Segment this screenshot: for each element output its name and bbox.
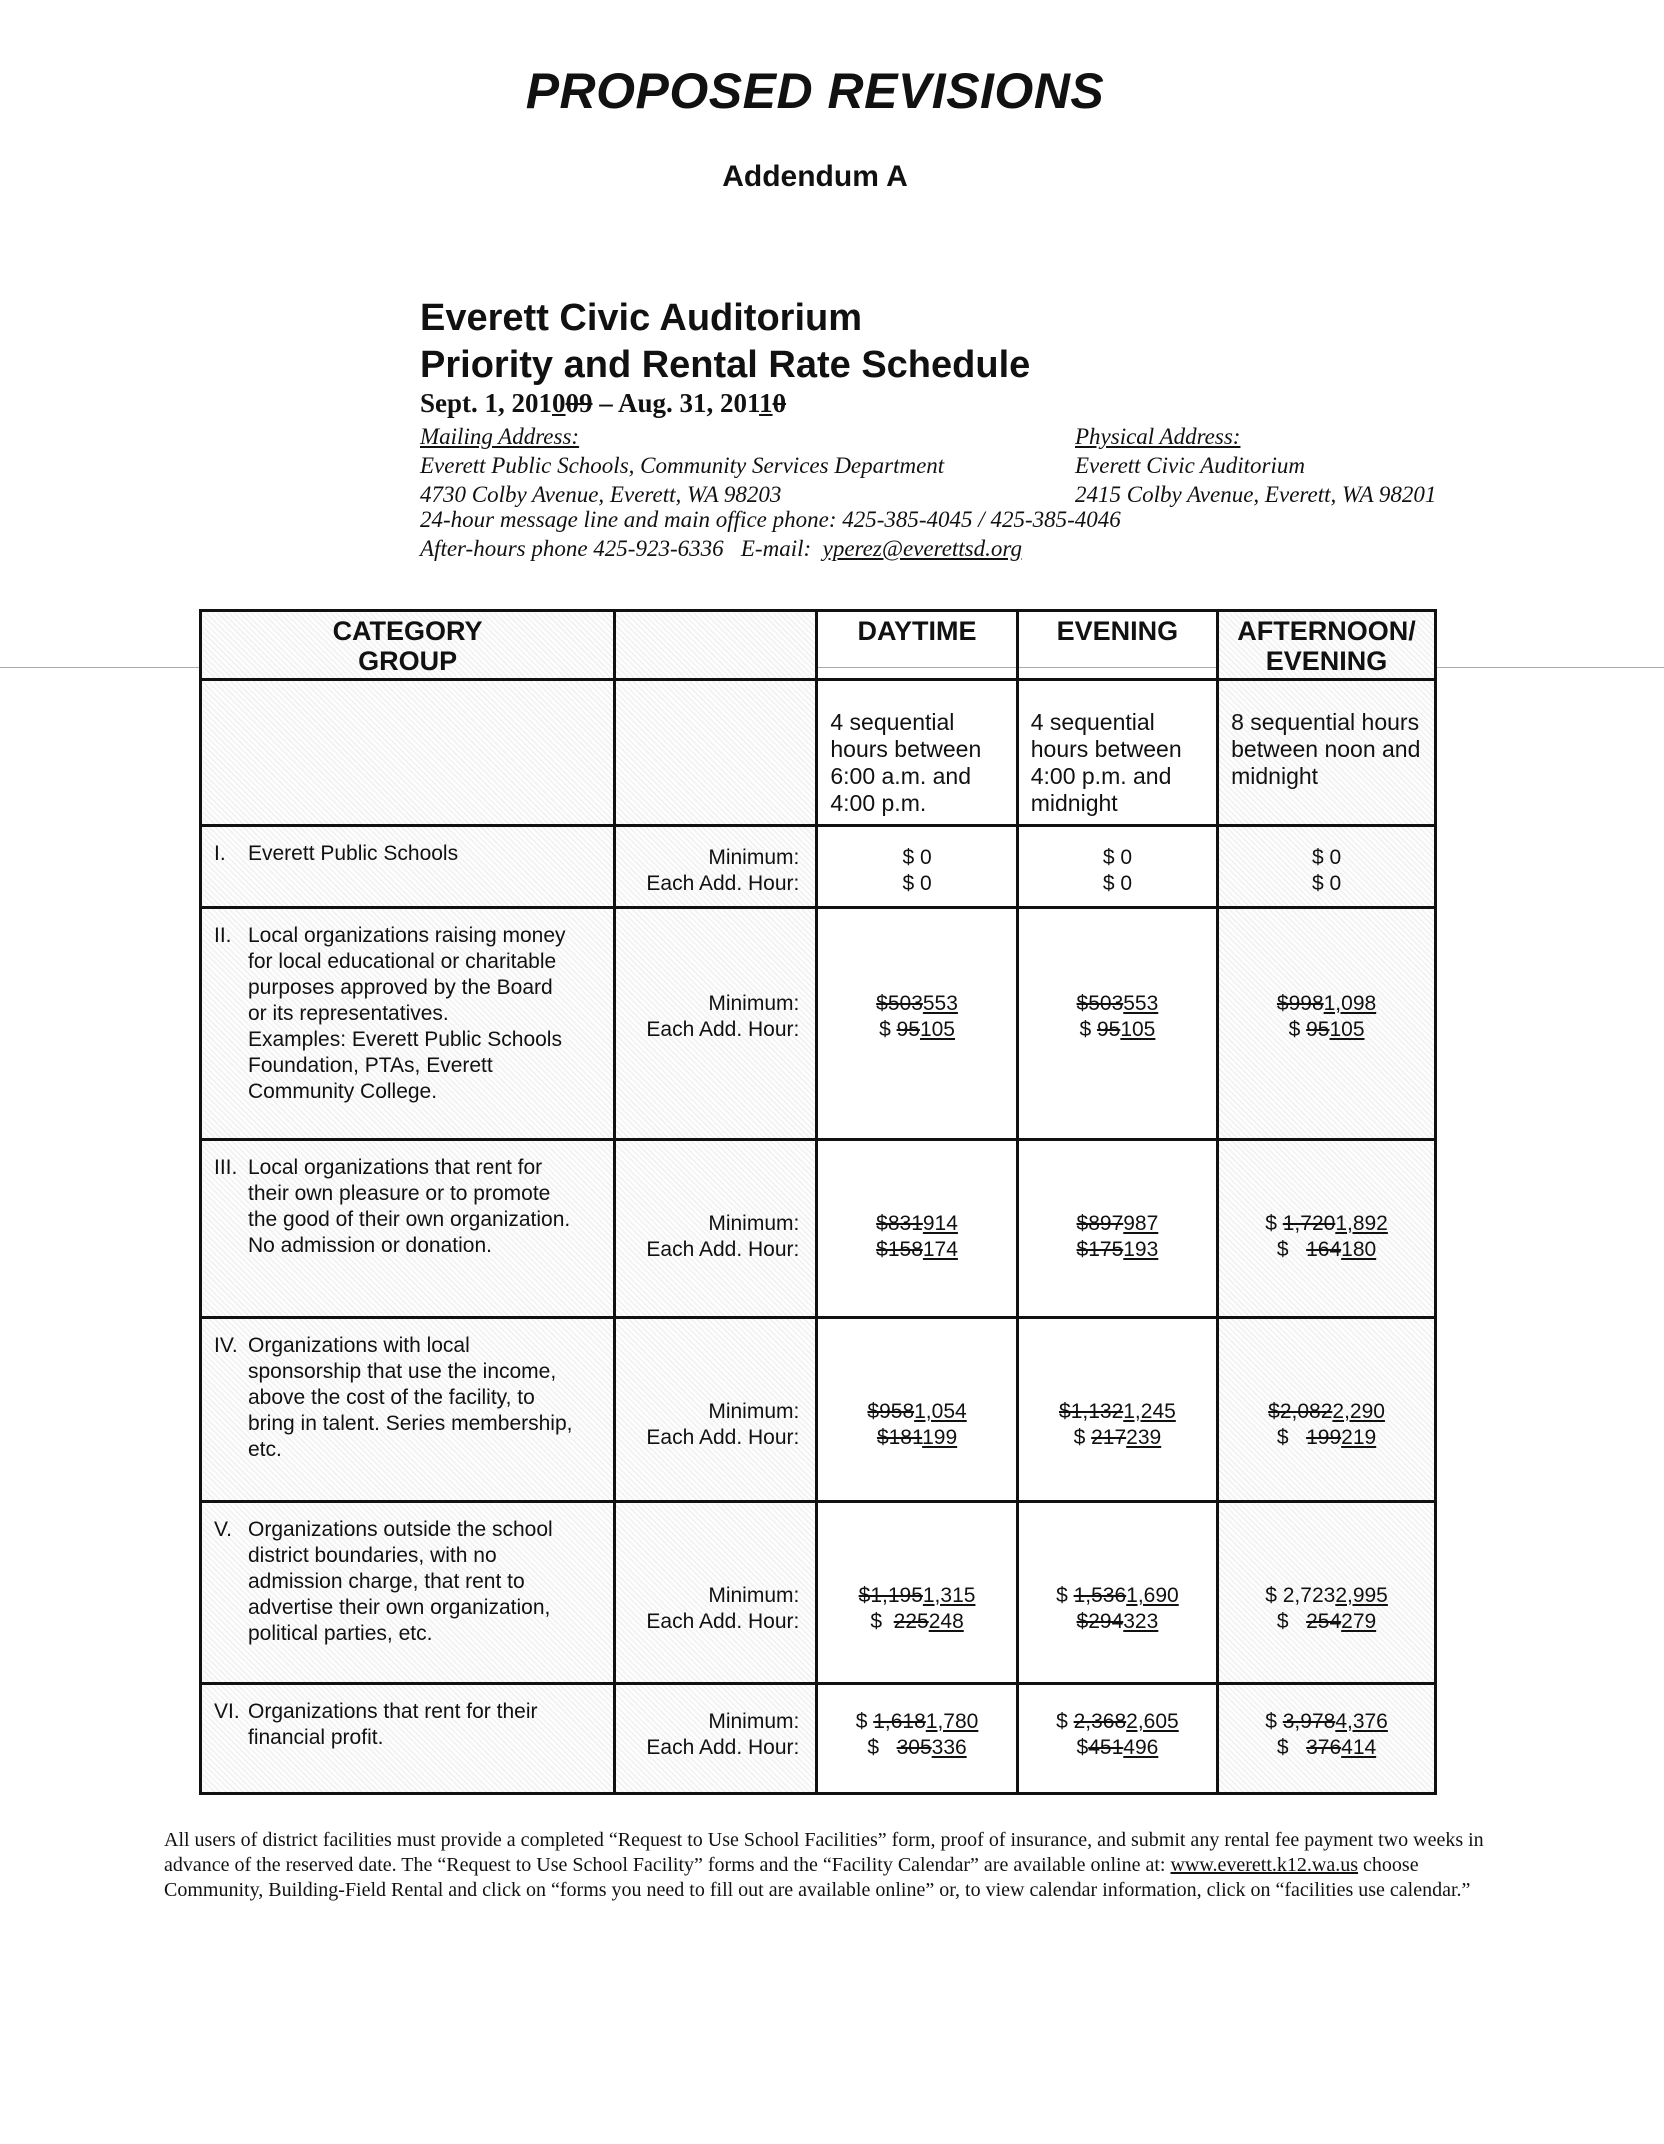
category-line [214,1699,603,1725]
afternoon-hourly-prefix: $ [1276,1610,1307,1633]
evening-minimum-old: 1,536 [1073,1584,1127,1607]
daytime-hourly-prefix: $ [870,1610,894,1633]
category-text: sponsorship that use the income, [248,1360,557,1383]
daytime-rate-cell [817,1140,1017,1318]
daytime-minimum-old: $503 [876,992,923,1015]
daytime-hourly [818,1017,1015,1043]
daytime-minimum-old: $831 [876,1212,923,1235]
date-range [420,388,786,419]
category-line [214,1411,603,1437]
daytime-hourly-old: 225 [893,1610,929,1633]
afternoon-minimum-old: $998 [1276,992,1324,1015]
evening-minimum [1019,1399,1216,1425]
afternoon-minimum-new: 2,995 [1335,1584,1388,1607]
daytime-hourly-old: 95 [896,1018,920,1041]
table-row [201,1502,1436,1684]
afternoon-hourly-prefix: $ [1276,1426,1307,1449]
evening-rate-cell [1017,1140,1217,1318]
daytime-hourly [818,1237,1015,1263]
evening-minimum [1019,1709,1216,1735]
afternoon-rate-cell [1218,1684,1436,1794]
daytime-hourly [818,1609,1015,1635]
category-number: II. [214,924,232,947]
daytime-minimum-new: 1,780 [925,1710,979,1733]
daytime-hourly-old: $158 [876,1238,923,1261]
daytime-hourly-prefix: $ [867,1736,897,1759]
daytime-hourly-new: 199 [922,1426,958,1449]
afternoon-hourly-new: 219 [1341,1426,1377,1449]
category-line [214,1053,603,1079]
category-text: Examples: Everett Public Schools [248,1028,562,1051]
category-text: Everett Public Schools [248,842,459,865]
afternoon-minimum [1219,845,1434,871]
afternoon-minimum-old: 3,978 [1282,1710,1336,1733]
daytime-rate-cell [817,1684,1017,1794]
desc-afternoon: 8 sequential hours between noon and midnight [1218,680,1436,826]
email-label: E-mail: [740,536,812,561]
organization-title [420,295,1030,389]
evening-hourly [1019,1609,1216,1635]
evening-minimum [1019,1583,1216,1609]
category-text: their own pleasure or to promote [248,1182,551,1205]
page-title: PROPOSED REVISIONS [525,63,1105,119]
evening-minimum-new: 2,605 [1126,1710,1179,1733]
category-text: Foundation, PTAs, Everett [248,1054,493,1077]
evening-minimum-prefix: $ [1056,1710,1074,1733]
category-text: advertise their own organization, [248,1596,551,1619]
evening-rate-cell [1017,1502,1217,1684]
physical-line2: 2415 Colby Avenue, Everett, WA 98201 [1075,482,1437,507]
daytime-hourly [818,1425,1015,1451]
category-number: I. [214,842,226,865]
category-text: or its representatives. [248,1002,449,1025]
table-header-row [201,611,1436,680]
afternoon-hourly-prefix: $ [1276,1736,1307,1759]
category-number: IV. [214,1334,238,1357]
daytime-rate-cell [817,908,1017,1140]
daytime-minimum [818,1583,1015,1609]
evening-minimum [1019,991,1216,1017]
mailing-line2: 4730 Colby Avenue, Everett, WA 98203 [420,482,782,507]
category-cell [201,826,615,908]
category-text: for local educational or charitable [248,950,557,973]
daytime-minimum [818,1399,1015,1425]
header-category: CATEGORY GROUP [201,611,615,680]
table-row [201,1140,1436,1318]
afternoon-rate-cell [1218,1502,1436,1684]
category-line [214,1385,603,1411]
date-end-new: 1 [759,388,773,418]
date-prefix: Sept. 1, 201 [420,388,553,418]
afternoon-hourly-old: 376 [1306,1736,1342,1759]
desc-category-blank [201,680,615,826]
mailing-line1: Everett Public Schools, Community Services Department [420,453,945,478]
daytime-minimum [818,1709,1015,1735]
rate-table [199,609,1437,1795]
afternoon-hourly-new: 279 [1341,1610,1377,1633]
evening-hourly-new: 105 [1120,1018,1156,1041]
daytime-rate-cell [817,1502,1017,1684]
evening-hourly-old: $294 [1076,1610,1124,1633]
evening-minimum-new: 553 [1123,992,1159,1015]
afternoon-hourly [1219,1425,1434,1451]
physical-line1: Everett Civic Auditorium [1075,453,1305,478]
each-hour-label: Each Add. Hour: [646,1426,800,1449]
date-end-old: 0 [772,388,787,418]
category-text: admission charge, that rent to [248,1570,525,1593]
district-website-link[interactable]: www.everett.k12.wa.us [1170,1854,1359,1876]
each-hour-label: Each Add. Hour: [646,1736,800,1759]
each-hour-label: Each Add. Hour: [646,1610,800,1633]
category-text: Organizations with local [248,1334,470,1357]
category-line [214,1155,603,1181]
afternoon-minimum-prefix: $ 2,723 [1265,1584,1336,1607]
category-text: Local organizations raising money [248,924,566,947]
category-text: Local organizations that rent for [248,1156,543,1179]
evening-hourly-prefix: $ [1079,1018,1097,1041]
afternoon-hourly [1219,1609,1434,1635]
table-row [201,1318,1436,1502]
daytime-hourly-new: 248 [928,1610,964,1633]
evening-rate-cell [1017,826,1217,908]
schedule-name: Priority and Rental Rate Schedule [420,344,1031,386]
daytime-hourly-prefix: $ [879,1018,897,1041]
afternoon-minimum [1219,1583,1434,1609]
afternoon-minimum [1219,1399,1434,1425]
each-hour-label: Each Add. Hour: [646,1238,800,1261]
afternoon-hourly [1219,1017,1434,1043]
category-line [214,1079,603,1105]
category-text: bring in talent. Series membership, [248,1412,573,1435]
minimum-label: Minimum: [708,1710,800,1733]
daytime-hourly-new: 336 [931,1736,967,1759]
category-line [214,1027,603,1053]
table-row [201,826,1436,908]
daytime-minimum [818,845,1015,871]
evening-hourly [1019,1237,1216,1263]
category-text: Organizations outside the school [248,1518,553,1541]
daytime-minimum-new: 1,054 [914,1400,967,1423]
evening-rate-cell [1017,1684,1217,1794]
afternoon-minimum-prefix: $ [1265,1212,1283,1235]
evening-rate-cell [1017,1318,1217,1502]
evening-hourly [1019,1017,1216,1043]
category-line [214,1569,603,1595]
category-text: etc. [248,1438,282,1461]
category-cell [201,908,615,1140]
afternoon-rate-cell [1218,908,1436,1140]
daytime-rate-cell [817,1318,1017,1502]
minimum-label: Minimum: [708,1212,800,1235]
desc-label-blank [615,680,817,826]
afternoon-hourly-old: 95 [1306,1018,1330,1041]
desc-evening: 4 sequential hours between 4:00 p.m. and midnight [1017,680,1217,826]
footer-note [164,1828,1484,1903]
afternoon-hourly-new: 105 [1329,1018,1365,1041]
category-cell [201,1318,615,1502]
rate-labels-cell [615,908,817,1140]
phone-line: 24-hour message line and main office phone: 425-385-4045 / 425-385-4046 [420,507,1121,532]
afternoon-rate-cell [1218,1140,1436,1318]
table-row [201,1684,1436,1794]
evening-hourly-new: 323 [1123,1610,1159,1633]
daytime-minimum-new: 1,315 [922,1584,976,1607]
afternoon-hourly-new: 180 [1341,1238,1377,1261]
evening-hourly-prefix: $ 0 [1102,872,1133,895]
category-line [214,1437,603,1463]
rate-rows [201,826,1436,1794]
evening-minimum [1019,845,1216,871]
afternoon-hourly [1219,1237,1434,1263]
category-line [214,1233,603,1259]
afternoon-rate-cell [1218,826,1436,908]
afternoon-minimum [1219,991,1434,1017]
daytime-minimum [818,991,1015,1017]
afternoon-minimum-prefix: $ 0 [1311,846,1342,869]
footer-text-1: All users of district facilities must provide a completed “Request to Use School Facilities” form, proof of insurance, and submit any rental fee payment two weeks in advance of the reserved date. The “Request to Use School Facility” forms and the “Facility Calendar” are available online at: [164,1829,1484,1876]
category-number: VI. [214,1700,240,1723]
evening-minimum-prefix: $ [1056,1584,1074,1607]
evening-minimum [1019,1211,1216,1237]
category-line [214,841,603,867]
category-line [214,923,603,949]
evening-hourly-old: $175 [1076,1238,1124,1261]
category-line [214,1621,603,1647]
evening-rate-cell [1017,908,1217,1140]
evening-minimum-old: $503 [1076,992,1124,1015]
evening-minimum-new: 1,245 [1123,1400,1176,1423]
evening-minimum-new: 987 [1123,1212,1159,1235]
evening-hourly-old: 95 [1096,1018,1121,1041]
afternoon-hourly-prefix: $ [1288,1018,1307,1041]
minimum-label: Minimum: [708,846,800,869]
evening-hourly-new: 239 [1126,1426,1162,1449]
category-text: financial profit. [248,1726,384,1749]
category-line [214,1001,603,1027]
afternoon-minimum [1219,1709,1434,1735]
date-middle: – Aug. 31, 201 [592,388,760,418]
evening-hourly-old: 451 [1088,1736,1124,1759]
date-start-new: 0 [552,388,566,418]
category-text: political parties, etc. [248,1622,433,1645]
daytime-minimum-new: 553 [922,992,958,1015]
daytime-hourly [818,871,1015,897]
rate-labels-cell [615,826,817,908]
category-line [214,1359,603,1385]
evening-hourly [1019,1735,1216,1761]
evening-hourly-new: 496 [1123,1736,1159,1759]
header-evening: EVENING [1017,611,1217,680]
mailing-address [420,422,944,509]
category-text: above the cost of the facility, to [248,1386,535,1409]
minimum-label: Minimum: [708,1584,800,1607]
category-text: Organizations that rent for their [248,1700,538,1723]
category-cell [201,1140,615,1318]
category-line [214,1517,603,1543]
afternoon-hourly [1219,1735,1434,1761]
afternoon-minimum-new: 2,290 [1332,1400,1385,1423]
afterhours-phone: After-hours phone 425-923-6336 [420,536,724,561]
daytime-minimum-old: 1,618 [873,1710,926,1733]
each-hour-label: Each Add. Hour: [646,872,800,895]
afternoon-rate-cell [1218,1318,1436,1502]
afternoon-hourly-old: 254 [1306,1610,1342,1633]
daytime-minimum-prefix: $ [855,1710,874,1733]
afternoon-hourly-prefix: $ [1276,1238,1307,1261]
category-text: the good of their own organization. [248,1208,571,1231]
daytime-hourly [818,1735,1015,1761]
daytime-hourly-prefix: $ 0 [902,872,932,895]
evening-hourly [1019,871,1216,897]
evening-minimum-old: $1,132 [1059,1400,1124,1423]
daytime-minimum-old: $958 [867,1400,915,1423]
minimum-label: Minimum: [708,1400,800,1423]
category-number: III. [214,1156,238,1179]
mailing-heading: Mailing Address: [420,424,580,449]
afternoon-hourly-new: 414 [1341,1736,1377,1759]
afternoon-minimum-old: 1,720 [1282,1212,1336,1235]
evening-hourly-prefix: $ [1073,1426,1092,1449]
category-line [214,975,603,1001]
category-number: V. [214,1518,232,1541]
org-name: Everett Civic Auditorium [420,297,863,339]
category-text: district boundaries, with no [248,1544,497,1567]
time-description-row [201,680,1436,826]
daytime-minimum-new: 914 [922,1212,958,1235]
evening-hourly-prefix: $ [1076,1736,1089,1759]
category-text: No admission or donation. [248,1234,492,1257]
afternoon-hourly-old: 199 [1306,1426,1342,1449]
daytime-minimum-old: $1,195 [858,1584,923,1607]
category-line [214,1725,603,1751]
category-line [214,1543,603,1569]
daytime-minimum [818,1211,1015,1237]
evening-hourly [1019,1425,1216,1451]
rate-labels-cell [615,1684,817,1794]
category-line [214,949,603,975]
category-cell [201,1502,615,1684]
category-line [214,1207,603,1233]
evening-hourly-old: 217 [1091,1426,1127,1449]
evening-minimum-prefix: $ 0 [1102,846,1133,869]
category-line [214,1333,603,1359]
table-row [201,908,1436,1140]
category-text: purposes approved by the Board [248,976,553,999]
afternoon-minimum-new: 1,098 [1323,992,1377,1015]
category-text: Community College. [248,1080,438,1103]
daytime-hourly-new: 105 [919,1018,955,1041]
evening-minimum-old: $897 [1076,1212,1124,1235]
rate-labels-cell [615,1318,817,1502]
physical-address [1075,422,1436,509]
category-line [214,1181,603,1207]
daytime-minimum-prefix: $ 0 [902,846,932,869]
header-daytime: DAYTIME [817,611,1017,680]
date-start-old: 09 [565,388,593,418]
each-hour-label: Each Add. Hour: [646,1018,800,1041]
afternoon-minimum-old: $2,082 [1268,1400,1333,1423]
afternoon-minimum-prefix: $ [1265,1710,1283,1733]
daytime-hourly-new: 174 [922,1238,958,1261]
afterhours-line [420,534,1121,563]
addendum-label: Addendum A [722,160,908,193]
category-cell [201,1684,615,1794]
afternoon-minimum [1219,1211,1434,1237]
afternoon-hourly-old: 164 [1306,1238,1342,1261]
evening-hourly-new: 193 [1123,1238,1159,1261]
afternoon-hourly-prefix: $ 0 [1311,872,1342,895]
rate-labels-cell [615,1502,817,1684]
daytime-rate-cell [817,826,1017,908]
evening-minimum-old: 2,368 [1073,1710,1127,1733]
afternoon-minimum-new: 4,376 [1335,1710,1388,1733]
header-labels [615,611,817,680]
desc-daytime: 4 sequential hours between 6:00 a.m. and 4:00 p.m. [817,680,1017,826]
daytime-hourly-old: $181 [876,1426,923,1449]
email-link[interactable]: yperez@everettsd.org [822,536,1022,561]
afternoon-minimum-new: 1,892 [1335,1212,1388,1235]
footer-text-2: choose Community, Building-Field Rental and click on “forms you need to fill out are available online” or, to view calendar information, click on “facilities use calendar.” [164,1854,1471,1901]
contact-info [420,505,1121,563]
physical-heading: Physical Address: [1075,424,1241,449]
category-line [214,1595,603,1621]
rate-labels-cell [615,1140,817,1318]
daytime-hourly-old: 305 [896,1736,932,1759]
minimum-label: Minimum: [708,992,800,1015]
header-afternoon-evening: AFTERNOON/ EVENING [1218,611,1436,680]
evening-minimum-new: 1,690 [1126,1584,1179,1607]
afternoon-hourly [1219,871,1434,897]
